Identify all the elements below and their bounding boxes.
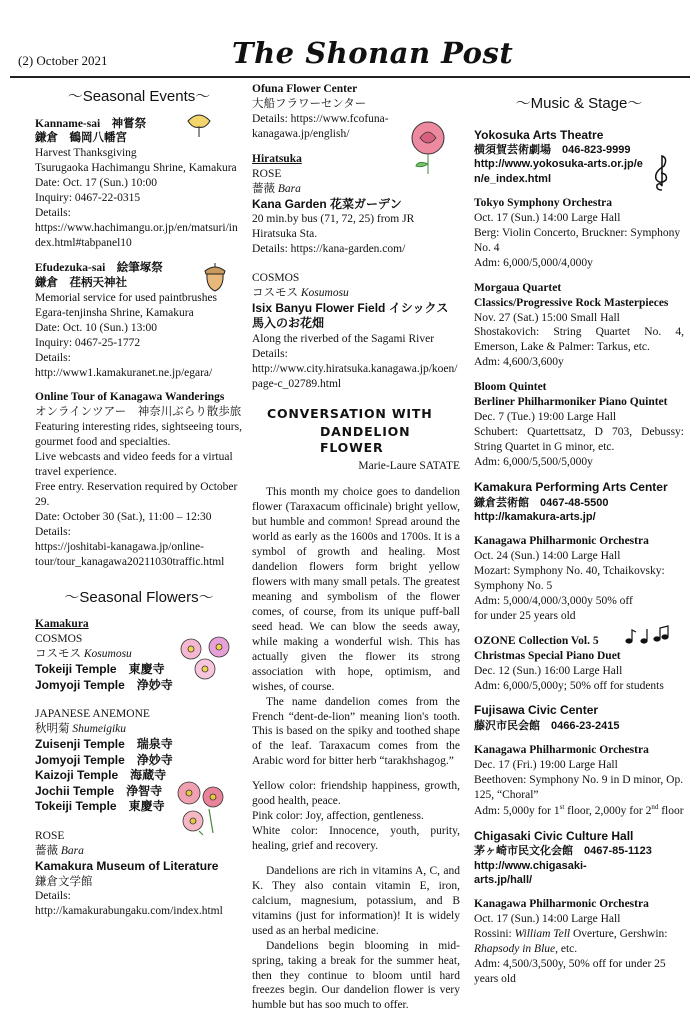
cosmos-label: COSMOS <box>35 633 83 646</box>
tokyo-line: Adm: 6,000/5,000/4,000y <box>474 256 593 269</box>
anemone-jp: 秋明菊 <box>35 723 70 736</box>
chigasaki-title: Chigasaki Civic Culture Hall <box>474 828 634 843</box>
kpo1-line: Adm: 5,000/4,000/3,000y 50% off for under 25 years old <box>474 594 633 622</box>
kpo3-title: Kanagawa Philharmonic Orchestra <box>474 898 649 911</box>
column-flowers-article <box>252 82 460 1013</box>
rose-icon <box>402 118 454 176</box>
ozone-subtitle: Christmas Special Piano Duet <box>474 649 621 662</box>
anemone-temple: Zuisenji Temple 瑞泉寺 <box>35 737 173 752</box>
chigasaki-jp: 茅ヶ崎市民文化会館 0467-85-1123 <box>474 845 652 858</box>
cosmos-flower-icon <box>175 635 237 683</box>
kpo1-line: Oct. 24 (Sun.) 14:00 Large Hall <box>474 550 621 563</box>
hiratsuka-heading: Hiratsuka <box>252 152 302 165</box>
morgaua-subtitle: Classics/Progressive Rock Masterpieces <box>474 296 669 309</box>
bloom-line: Adm: 6,000/5,500/5,000y <box>474 455 593 468</box>
morgaua-line: Adm: 4,600/3,600y <box>474 356 564 369</box>
online-title: Online Tour of Kanagawa Wanderings <box>35 391 225 404</box>
kanname-jp: 鎌倉 鶴岡八幡宮 <box>35 132 127 145</box>
online-line: Free entry. Reservation required by October 29. <box>35 481 238 508</box>
rose-latin: Bara <box>277 182 301 195</box>
kanname-line: Inquiry: 0467-22-0315 <box>35 192 141 205</box>
event-efude <box>35 261 243 381</box>
kpo2-adm: Adm: 5,000y for 1st floor, 2,000y for 2nd floor <box>474 803 684 817</box>
ofuna-jp: 大船フラワーセンター <box>252 97 367 110</box>
header-rule <box>10 76 690 78</box>
kpo-oct24 <box>474 534 684 624</box>
efude-title: Efudezuka-sai 絵筆塚祭 <box>35 261 163 274</box>
kpo1-title: Kanagawa Philharmonic Orchestra <box>474 535 649 548</box>
rose-label: ROSE <box>35 830 65 843</box>
efude-line: Details: <box>35 351 71 364</box>
bloom-quintet <box>474 380 684 470</box>
isix-title: Isix Banyu Flower Field イシックス馬入のお花畑 <box>252 300 449 331</box>
event-kanname <box>35 117 243 251</box>
cosmos-temple: Tokeiji Temple 東慶寺 <box>35 662 165 676</box>
rose-label: ROSE <box>252 167 282 180</box>
kpo3-line: Rossini: William Tell Overture, Gershwin: Rhapsody in Blue, etc. <box>474 928 668 956</box>
kanname-line: Details: <box>35 207 71 220</box>
music-notes-icon <box>624 626 670 646</box>
efude-line: Egara-tenjinsha Shrine, Kamakura <box>35 306 194 319</box>
morgaua-line: Nov. 27 (Sat.) 15:00 Small Hall <box>474 311 620 324</box>
article-color-yellow: Yellow color: friendship happiness, growth, good health, peace. <box>252 780 460 808</box>
acorn-icon <box>201 259 229 293</box>
article-paragraph: This month my choice goes to dandelion flower (Taraxacum officinale) bright yellow, but humble and common! Spread around the world as early as the 1600s and 1700s. It is a symbol of growth and healing. Most dandelion flowers form bright yellow flowers with many small petals. The greatest meaning and symbolism of the flower comes, of course, from its unique puff-ball seed head. We can blow the seeds away, while making a wonderful wish. This has actually given the flower its strong association with hope, optimism, and wishes, of course. <box>252 486 460 693</box>
yokosuka-title: Yokosuka Arts Theatre <box>474 127 604 142</box>
seasonal-flowers-heading: ～Seasonal Flowers～ <box>64 588 214 606</box>
rose-latin: Bara <box>60 844 84 857</box>
kpo-oct17 <box>474 897 684 987</box>
kana-garden-details[interactable]: Details: https://kana-garden.com/ <box>252 243 406 256</box>
anemone-temple: Jomyoji Temple 浄妙寺 <box>35 752 173 767</box>
museum-jp: 鎌倉文学館 <box>35 875 93 888</box>
kanname-title: Kanname-sai 神嘗祭 <box>35 117 147 130</box>
flowers-kamakura <box>35 617 243 919</box>
article-paragraph: The name dandelion comes from the French “dent-de-lion” meaning lion's tooth. This is based on the spiky and toothed shape of the leaf. Taraxacum comes from the Arabic word for bitter herb “tarakhshagog.” <box>252 695 460 768</box>
cosmos-jp: コスモス <box>35 648 81 661</box>
isix-url[interactable]: http://www.city.hiratsuka.kanagawa.jp/koen/page-c_02789.html <box>252 362 458 390</box>
tokyo-symphony <box>474 196 684 271</box>
kamakura-arts-venue <box>474 480 684 524</box>
cosmos-jp-line <box>252 286 460 301</box>
rose-jp-line <box>252 182 460 197</box>
music-stage-heading: ～Music & Stage～ <box>515 95 643 112</box>
ofuna-details[interactable]: Details: https://www.fcofuna-kanagawa.jp/english/ <box>252 112 389 140</box>
chigasaki-url[interactable]: http://www.chigasaki-arts.jp/hall/ <box>474 859 587 887</box>
kamakura-arts-jp: 鎌倉芸術館 0467-48-5500 <box>474 496 609 509</box>
isix-line: Details: <box>252 347 288 360</box>
treble-clef-icon <box>650 152 672 192</box>
efude-url[interactable]: http://www1.kamakuranet.ne.jp/egara/ <box>35 366 213 379</box>
event-online-tour <box>35 390 243 569</box>
cosmos-latin: Kosumosu <box>83 648 132 661</box>
article-paragraph: Dandelions are rich in vitamins A, C, and K. They also contain vitamin E, iron, calcium, magnesium, potassium, and B vitamins (just for information)! It is widely used as an herbal medicine. <box>252 864 460 937</box>
kamakura-arts-url[interactable]: http://kamakura-arts.jp/ <box>474 510 596 523</box>
dandelion-article <box>252 406 460 1013</box>
rose-jp: 薔薇 <box>252 182 275 195</box>
yokosuka-jp: 横須賀芸術劇場 046-823-9999 <box>474 144 631 157</box>
kpo-dec17 <box>474 743 684 819</box>
bloom-subtitle: Berliner Philharmoniker Piano Quintet <box>474 396 668 409</box>
bloom-line: Schubert: Quartettsatz, D 703, Debussy: String Quartet in G minor, etc. <box>474 426 684 454</box>
yokosuka-url[interactable]: http://www.yokosuka-arts.or.jp/en/e_index.html <box>474 158 643 185</box>
anemone-temple: Jochii Temple 浄智寺 <box>35 783 163 798</box>
newspaper-title: The Shonan Post <box>232 36 514 70</box>
article-author: Marie-Laure SATATE <box>358 459 460 472</box>
online-line: Live webcasts and video feeds for a virtual travel experience. <box>35 451 233 479</box>
fujisawa-jp: 藤沢市民会館 0466-23-2415 <box>474 720 620 733</box>
fujisawa-venue <box>474 703 684 733</box>
ginkgo-leaf-icon <box>185 113 213 139</box>
morgaua-line: Shostakovich: String Quartet No. 4, Emerson, Lake & Palmer: Tarkus, etc. <box>474 326 684 354</box>
isix-line: Along the riverbed of the Sagami River <box>252 333 435 346</box>
efude-line: Date: Oct. 10 (Sun.) 13:00 <box>35 321 158 334</box>
online-line: Featuring interesting rides, sightseeing tours, gourmet food and specialties. <box>35 421 242 449</box>
morgaua-quartet <box>474 281 684 371</box>
anemone-jp-line <box>35 722 243 737</box>
kamakura-heading: Kamakura <box>35 618 89 631</box>
kamakura-arts-title: Kamakura Performing Arts Center <box>474 479 668 494</box>
anemone-temple: Tokeiji Temple 東慶寺 <box>35 799 165 814</box>
kanname-url[interactable]: https://www.hachimangu.or.jp/en/matsuri/index.html#tabpanel10 <box>35 222 238 249</box>
tokyo-line: Berg: Violin Concerto, Bruckner: Symphony No. 4 <box>474 226 681 254</box>
kanname-line: Tsurugaoka Hachimangu Shrine, Kamakura <box>35 162 237 175</box>
cosmos-label: COSMOS <box>252 271 300 284</box>
chigasaki-venue <box>474 829 684 887</box>
article-title-line2: DANDELION FLOWER <box>320 424 411 456</box>
morgaua-title: Morgaua Quartet <box>474 281 562 294</box>
article-color-white: White color: Innocence, youth, purity, healing, grief and recovery. <box>252 825 460 853</box>
rose-jp-line <box>35 844 243 859</box>
kana-garden-line: 20 min.by bus (71, 72, 25) from JR Hiratsuka Sta. <box>252 213 415 241</box>
issue-date: (2) October 2021 <box>18 53 108 68</box>
efude-line: Memorial service for used paintbrushes <box>35 291 218 304</box>
ozone-line: Dec. 12 (Sun.) 16:00 Large Hall <box>474 664 623 677</box>
kpo2-title: Kanagawa Philharmonic Orchestra <box>474 744 649 757</box>
online-jp: オンラインツアー 神奈川ぶらり散歩旅 <box>35 406 242 419</box>
kpo1-line: Mozart: Symphony No. 40, Tchaikovsky: Symphony No. 5 <box>474 564 665 592</box>
kanname-line: Harvest Thanksgiving <box>35 147 137 160</box>
museum-name: Kamakura Museum of Literature <box>35 858 219 873</box>
anemone-flower-icon <box>169 777 229 837</box>
tokyo-title: Tokyo Symphony Orchestra <box>474 196 613 209</box>
online-line: Date: October 30 (Sat.), 11:00 – 12:30 <box>35 510 212 523</box>
ozone-title: OZONE Collection Vol. 5 <box>474 634 599 647</box>
cosmos-temple: Jomyoji Temple 浄妙寺 <box>35 677 173 692</box>
column-events-flowers <box>35 82 243 919</box>
kana-garden-title: Kana Garden 花菜ガーデン <box>252 196 402 211</box>
rose-jp: 薔薇 <box>35 844 58 857</box>
museum-url[interactable]: http://kamakurabungaku.com/index.html <box>35 905 223 918</box>
yokosuka-venue <box>474 128 684 186</box>
cosmos-jp: コスモス <box>252 286 298 299</box>
online-url[interactable]: https://joshitabi-kanagawa.jp/online-tour/tour_kanagawa20211030traffic.html <box>35 540 225 568</box>
efude-jp: 鎌倉 荏柄天神社 <box>35 276 127 289</box>
column-music-stage <box>474 82 684 987</box>
bloom-title: Bloom Quintet <box>474 381 547 394</box>
museum-details-label: Details: <box>35 890 71 903</box>
efude-line: Inquiry: 0467-25-1772 <box>35 336 141 349</box>
kpo3-line: Adm: 4,500/3,500y, 50% off for under 25 years old <box>474 958 666 986</box>
kanname-line: Date: Oct. 17 (Sun.) 10:00 <box>35 177 158 190</box>
ozone-line: Adm: 6,000/5,000y; 50% off for students <box>474 679 664 692</box>
anemone-latin: Shumeigiku <box>72 723 127 736</box>
seasonal-events-heading: ～Seasonal Events～ <box>67 88 211 105</box>
article-title-line1: CONVERSATION WITH <box>267 405 433 421</box>
cosmos-latin: Kosumosu <box>300 286 349 299</box>
anemone-temple: Kaizoji Temple 海蔵寺 <box>35 768 167 783</box>
article-color-pink: Pink color: Joy, affection, gentleness. <box>252 810 424 823</box>
kpo2-line: Dec. 17 (Fri.) 19:00 Large Hall <box>474 759 618 772</box>
anemone-label: JAPANESE ANEMONE <box>35 708 150 721</box>
kpo2-line: Beethoven: Symphony No. 9 in D minor, Op. 125, “Choral” <box>474 774 684 802</box>
masthead <box>0 0 700 78</box>
tokyo-line: Oct. 17 (Sun.) 14:00 Large Hall <box>474 211 621 224</box>
kpo3-line: Oct. 17 (Sun.) 14:00 Large Hall <box>474 913 621 926</box>
bloom-line: Dec. 7 (Tue.) 19:00 Large Hall <box>474 411 617 424</box>
ofuna-title: Ofuna Flower Center <box>252 83 358 95</box>
online-line: Details: <box>35 525 71 538</box>
hiratsuka-block <box>252 152 460 392</box>
fujisawa-title: Fujisawa Civic Center <box>474 703 599 718</box>
article-paragraph: Dandelions begin blooming in mid-spring, taking a break for the summer heat, then they continue to bloom until hard freezes begin. Our dandelion flower is very humble but has soo much to offer. <box>252 939 460 1012</box>
